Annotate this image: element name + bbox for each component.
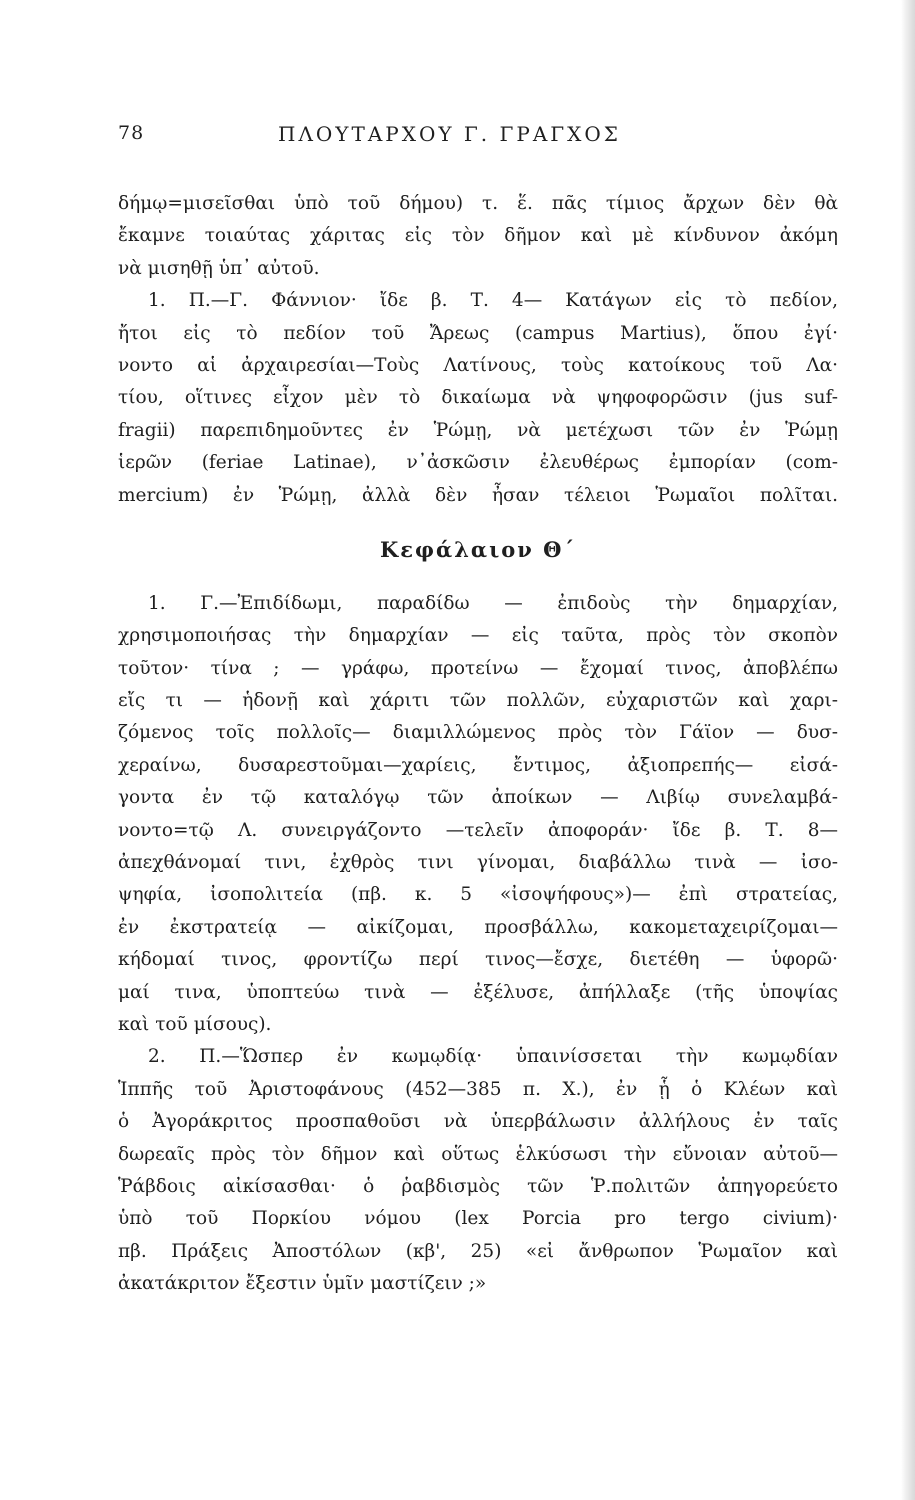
text-line: νοντο=τῷ Λ. συνειργάζοντο —τελεῖν ἀποφοράν· ἴδε β. Τ. 8— (118, 819, 838, 841)
text-line: μαί τινα, ὑποπτεύω τινὰ — ἐξέλυσε, ἀπήλλαξε (τῆς ὑποψίας (118, 981, 838, 1003)
text-line: δωρεαῖς πρὸς τὸν δῆμον καὶ οὕτως ἑλκύσωσι τὴν εὔνοιαν αὐτοῦ— (118, 1143, 838, 1165)
text-line: γοντα ἐν τῷ καταλόγῳ τῶν ἀποίκων — Λιβίῳ συνελαμβά- (118, 787, 838, 809)
text-line: ἐν ἐκστρατείᾳ — αἰκίζομαι, προσβάλλω, κακομεταχειρίζομαι— (118, 916, 838, 938)
text-line: χεραίνω, δυσαρεστοῦμαι—χαρίεις, ἔντιμος, ἀξιοπρεπής— εἰσά- (118, 754, 838, 776)
text-line: mercium) ἐν Ῥώμῃ, ἀλλὰ δὲν ἦσαν τέλειοι Ῥωμαῖοι πολῖται. (118, 484, 838, 506)
text-line: τίου, οἵτινες εἶχον μὲν τὸ δικαίωμα νὰ ψηφοφορῶσιν (jus suf- (118, 387, 838, 409)
running-head: ΠΛΟΥΤΑΡΧΟΥ Γ. ΓΡΑΓΧΟΣ (278, 122, 621, 146)
spacer (118, 512, 838, 524)
text-line: 1. Π.—Γ. Φάννιον· ἴδε β. Τ. 4— Κατάγων εἰς τὸ πεδίον, (148, 290, 838, 312)
page-edge-shadow (901, 0, 915, 1500)
text-line: δήμῳ=μισεῖσθαι ὑπὸ τοῦ δήμου) τ. ἕ. πᾶς τίμιος ἄρχων δὲν θὰ (118, 193, 838, 214)
spacer (118, 576, 838, 588)
text-line: ἔκαμνε τοιαύτας χάριτας εἰς τὸν δῆμον καὶ μὲ κίνδυνον ἀκόμη (118, 225, 838, 247)
text-line: Ἱππῆς τοῦ Ἀριστοφάνους (452—385 π. Χ.), ἐν ᾗ ὁ Κλέων καὶ (118, 1078, 838, 1100)
text-line: ἀπεχθάνομαί τινι, ἐχθρὸς τινι γίνομαι, διαβάλλω τινὰ — ἰσο- (118, 852, 838, 874)
text-line: καὶ τοῦ μίσους). (118, 1013, 272, 1035)
text-line: ἤτοι εἰς τὸ πεδίον τοῦ Ἄρεως (campus Martius), ὅπου ἐγί· (118, 322, 838, 344)
text-line: εἴς τι — ἡδονῇ καὶ χάριτι τῶν πολλῶν, εὐχαριστῶν καὶ χαρι- (118, 690, 838, 712)
text-line: νὰ μισηθῇ ὑπ᾽ αὐτοῦ. (118, 257, 320, 279)
chapter-heading: Κεφάλαιον Θ΄ (380, 536, 576, 562)
text-line: 2. Π.—Ὥσπερ ἐν κωμῳδίᾳ· ὑπαινίσσεται τὴν κωμῳδίαν (148, 1046, 838, 1068)
text-line: ζόμενος τοῖς πολλοῖς— διαμιλλώμενος πρὸς τὸν Γάϊον — δυσ- (118, 722, 838, 744)
text-line: ψηφία, ἰσοπολιτεία (πβ. κ. 5 «ἰσοψήφους»)— ἐπὶ στρατείας, (118, 884, 838, 906)
text-line: Ῥάβδοις αἰκίσασθαι· ὁ ῥαβδισμὸς τῶν Ῥ.πολιτῶν ἀπηγορεύετο (118, 1175, 838, 1197)
page-header (118, 122, 838, 152)
text-line: ὁ Ἀγοράκριτος προσπαθοῦσι νὰ ὑπερβάλωσιν ἀλλήλους ἐν ταῖς (118, 1111, 838, 1133)
page-body (118, 188, 838, 1301)
text-line: ὑπὸ τοῦ Πορκίου νόμου (lex Porcia pro tergo civium)· (118, 1208, 838, 1230)
text-line: νοντο αἱ ἀρχαιρεσίαι—Τοὺς Λατίνους, τοὺς κατοίκους τοῦ Λα· (118, 354, 838, 376)
page-number: 78 (118, 122, 145, 144)
text-line: ἀκατάκριτον ἔξεστιν ὑμῖν μαστίζειν ;» (118, 1273, 487, 1295)
text-line: fragii) παρεπιδημοῦντες ἐν Ῥώμῃ, νὰ μετέχωσι τῶν ἐν Ῥώμῃ (118, 419, 838, 441)
text-line: κήδομαί τινος, φροντίζω περί τινος—ἔσχε, διετέθη — ὑφορῶ· (118, 949, 838, 971)
text-line: πβ. Πράξεις Ἀποστόλων (κβ', 25) «εἰ ἄνθρωπον Ῥωμαῖον καὶ (118, 1240, 838, 1262)
text-line: χρησιμοποιήσας τὴν δημαρχίαν — εἰς ταῦτα, πρὸς τὸν σκοπὸν (118, 625, 838, 647)
text-line: τοῦτον· τίνα ; — γράφω, προτείνω — ἔχομαί τινος, ἀποβλέπω (118, 657, 838, 679)
text-line: 1. Γ.—Ἐπιδίδωμι, παραδίδω — ἐπιδοὺς τὴν δημαρχίαν, (148, 592, 838, 614)
text-line: ἱερῶν (feriae Latinae), ν᾽ἀσκῶσιν ἐλευθέρως ἐμπορίαν (com- (118, 452, 838, 474)
